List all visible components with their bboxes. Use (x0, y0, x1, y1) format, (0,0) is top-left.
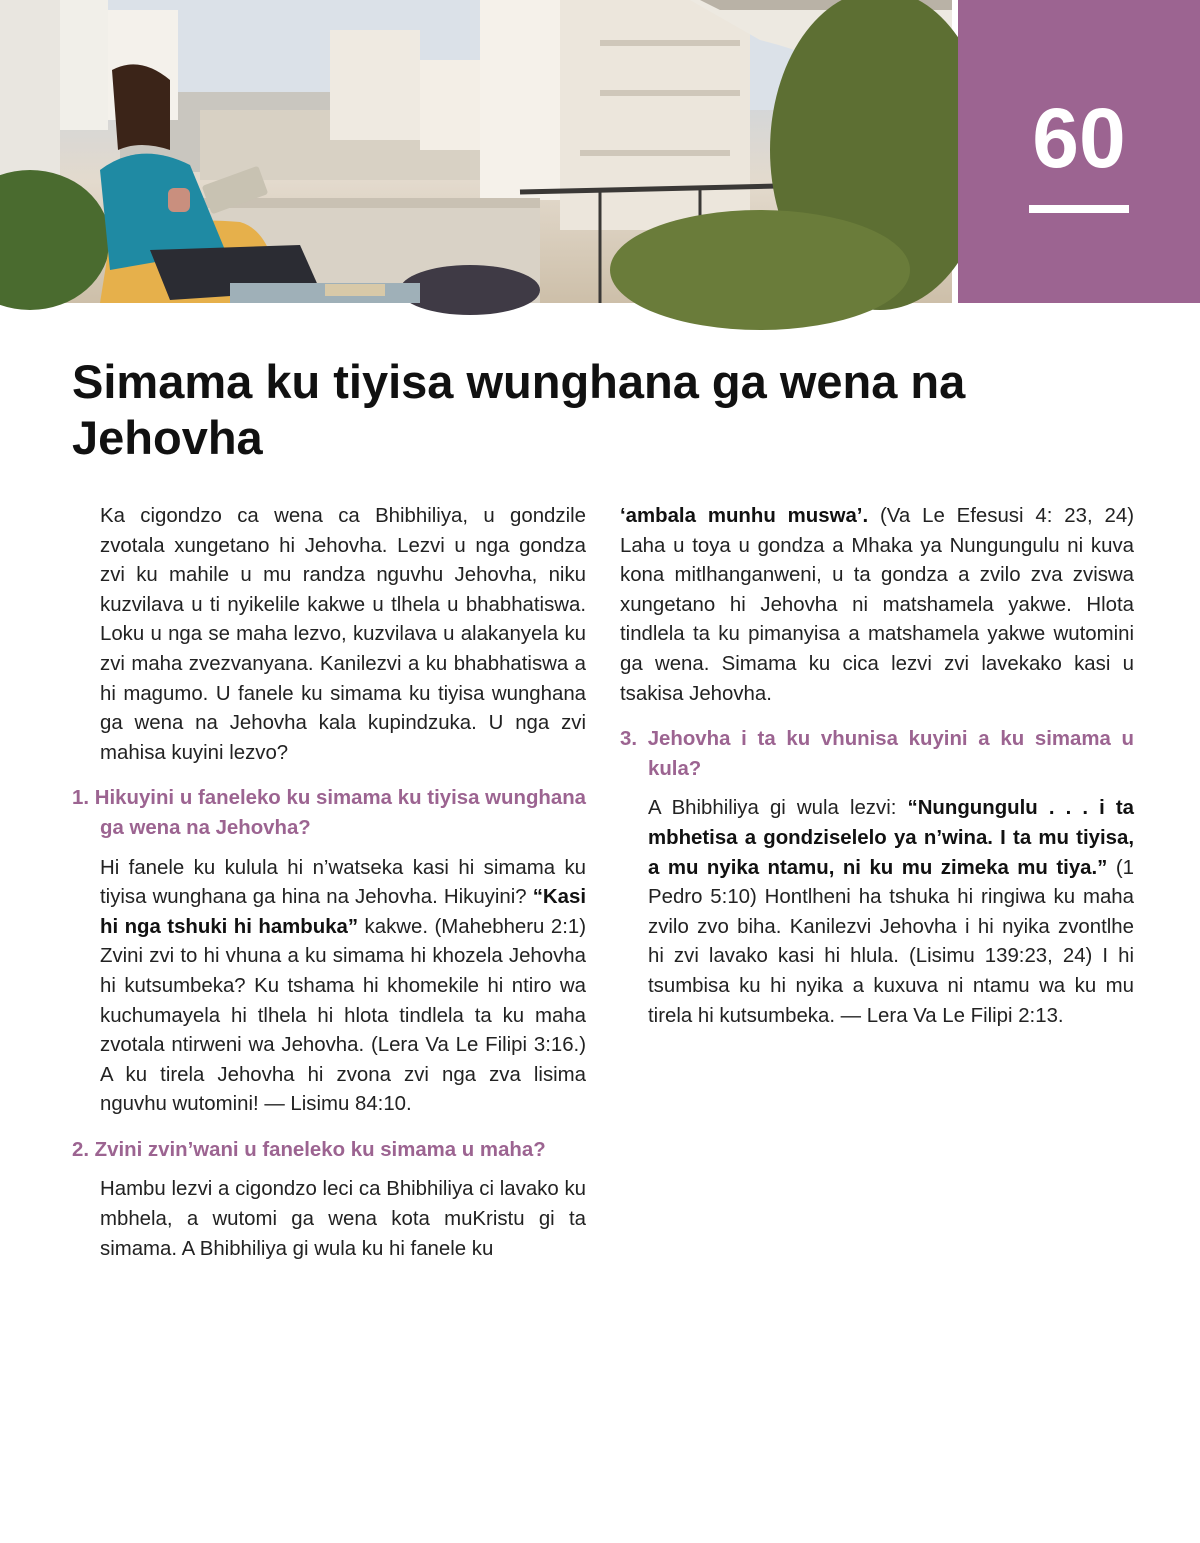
chapter-underline (1029, 205, 1129, 213)
question-3: 3. Jehovha i ta ku vhunisa kuyini a ku simama u kula? (620, 728, 1134, 780)
answer-3-quote: “Nungungulu . . . i ta mbhetisa a gondziselelo ya n’wina. I ta mu tiyisa, a mu nyika ntamu, ni ku mu zimeka mu tiya.” (648, 797, 1134, 879)
answer-2-text-b: (Va Le Efesusi 4: 23, 24) Laha u toya u gondza a Mhaka ya Nungungulu ni kuva kona mitlhanganweni, u ta gondza a zvilo zva zviswa xungetano hi Jehovha ni matshamela yakwe. Hlota tindlela ta ku pimanyisa a matshamela yakwe wutomini ga wena. Simama ku cica lezvi zvi lavekako kasi u tsakisa Jehovha. (620, 505, 1135, 705)
question-2: 2. Zvini zvin’wani u faneleko ku simama u maha? (72, 1138, 546, 1161)
intro-paragraph: Ka cigondzo ca wena ca Bhibhiliya, u gondzile zvotala xungetano hi Jehovha. Lezvi u nga gondza zvi ku mahile u mu randza nguvhu Jehovha, niku kuzvilava u ti nyikelile kakwe u tlhela u bhabhatiswa. Loku u nga se maha lezvo, kuzvilava u alakanyela ku zvi maha zvezvanyana. Kanilezvi a ku bhabhatiswa a hi magumo. U fanele ku simama ku tiyisa wunghana ga wena na Jehovha kala kupindzuka. U nga zvi mahisa kuyini lezvo? (100, 505, 586, 764)
chapter-number: 60 (1032, 91, 1126, 185)
woman-reading-on-balcony-photo (0, 0, 952, 303)
answer-3-paragraph (620, 794, 1134, 1031)
answer-1-paragraph (72, 854, 586, 1120)
answer-1-quote: “Kasi hi nga tshuki hi hambuka” (100, 886, 586, 938)
chapter-badge (958, 0, 1200, 303)
hero-photo (0, 0, 952, 303)
answer-1-text-a: Hi fanele ku kulula hi n’watseka kasi hi simama ku tiyisa wunghana ga hina na Jehovha. Hikuyini? (100, 856, 586, 909)
question-1: 1. Hikuyini u faneleko ku simama ku tiyisa wunghana ga wena na Jehovha? (72, 787, 586, 839)
page-title: Simama ku tiyisa wunghana ga wena na Jehovha (72, 355, 966, 464)
answer-2-paragraph-continued (620, 502, 1134, 709)
answer-3-text-b: (1 Pedro 5:10) Hontlheni ha tshuka hi ringiwa ku maha zvilo zvo biha. Kanilezvi Jehovha i hi nyika zvontlhe hi zvi lavako kasi hi hlula. (Lisimu 139:23, 24) I hi tsumbisa ku hi nyika a kuxuva ni ntamu wa ku mu tirela hi kutsumbeka. — Lera Va Le Filipi 2:13. (648, 856, 1134, 1027)
answer-2-paragraph-start (72, 1175, 586, 1260)
answer-2-text-a: Hambu lezvi a cigondzo leci ca Bhibhiliya ci lavako ku mbhela, a wutomi ga wena kota muKristu gi ta simama. A Bhibhiliya gi wula ku hi fanele ku (100, 1178, 586, 1260)
answer-1-text-b: kakwe. (Mahebheru 2:1) Zvini zvi to hi vhuna a ku simama hi khozela Jehovha hi kutsumbeka? Ku tshama hi khomekile hi ntiro wa kuchumayela hi tlhela hi hlota tindlela ta ku maha zvotala ntirweni wa Jehovha. (Lera Va Le Filipi 3:16.) A ku tirela Jehovha hi zvona zvi nga zva lisima nguvhu wutomini! — Lisimu 84:10. (100, 915, 586, 1116)
answer-2-quote: ‘ambala munhu muswa’. (620, 505, 869, 527)
right-column (620, 502, 1134, 1031)
left-column (72, 502, 586, 1260)
answer-3-text-a: A Bhibhiliya gi wula lezvi: (648, 797, 908, 820)
